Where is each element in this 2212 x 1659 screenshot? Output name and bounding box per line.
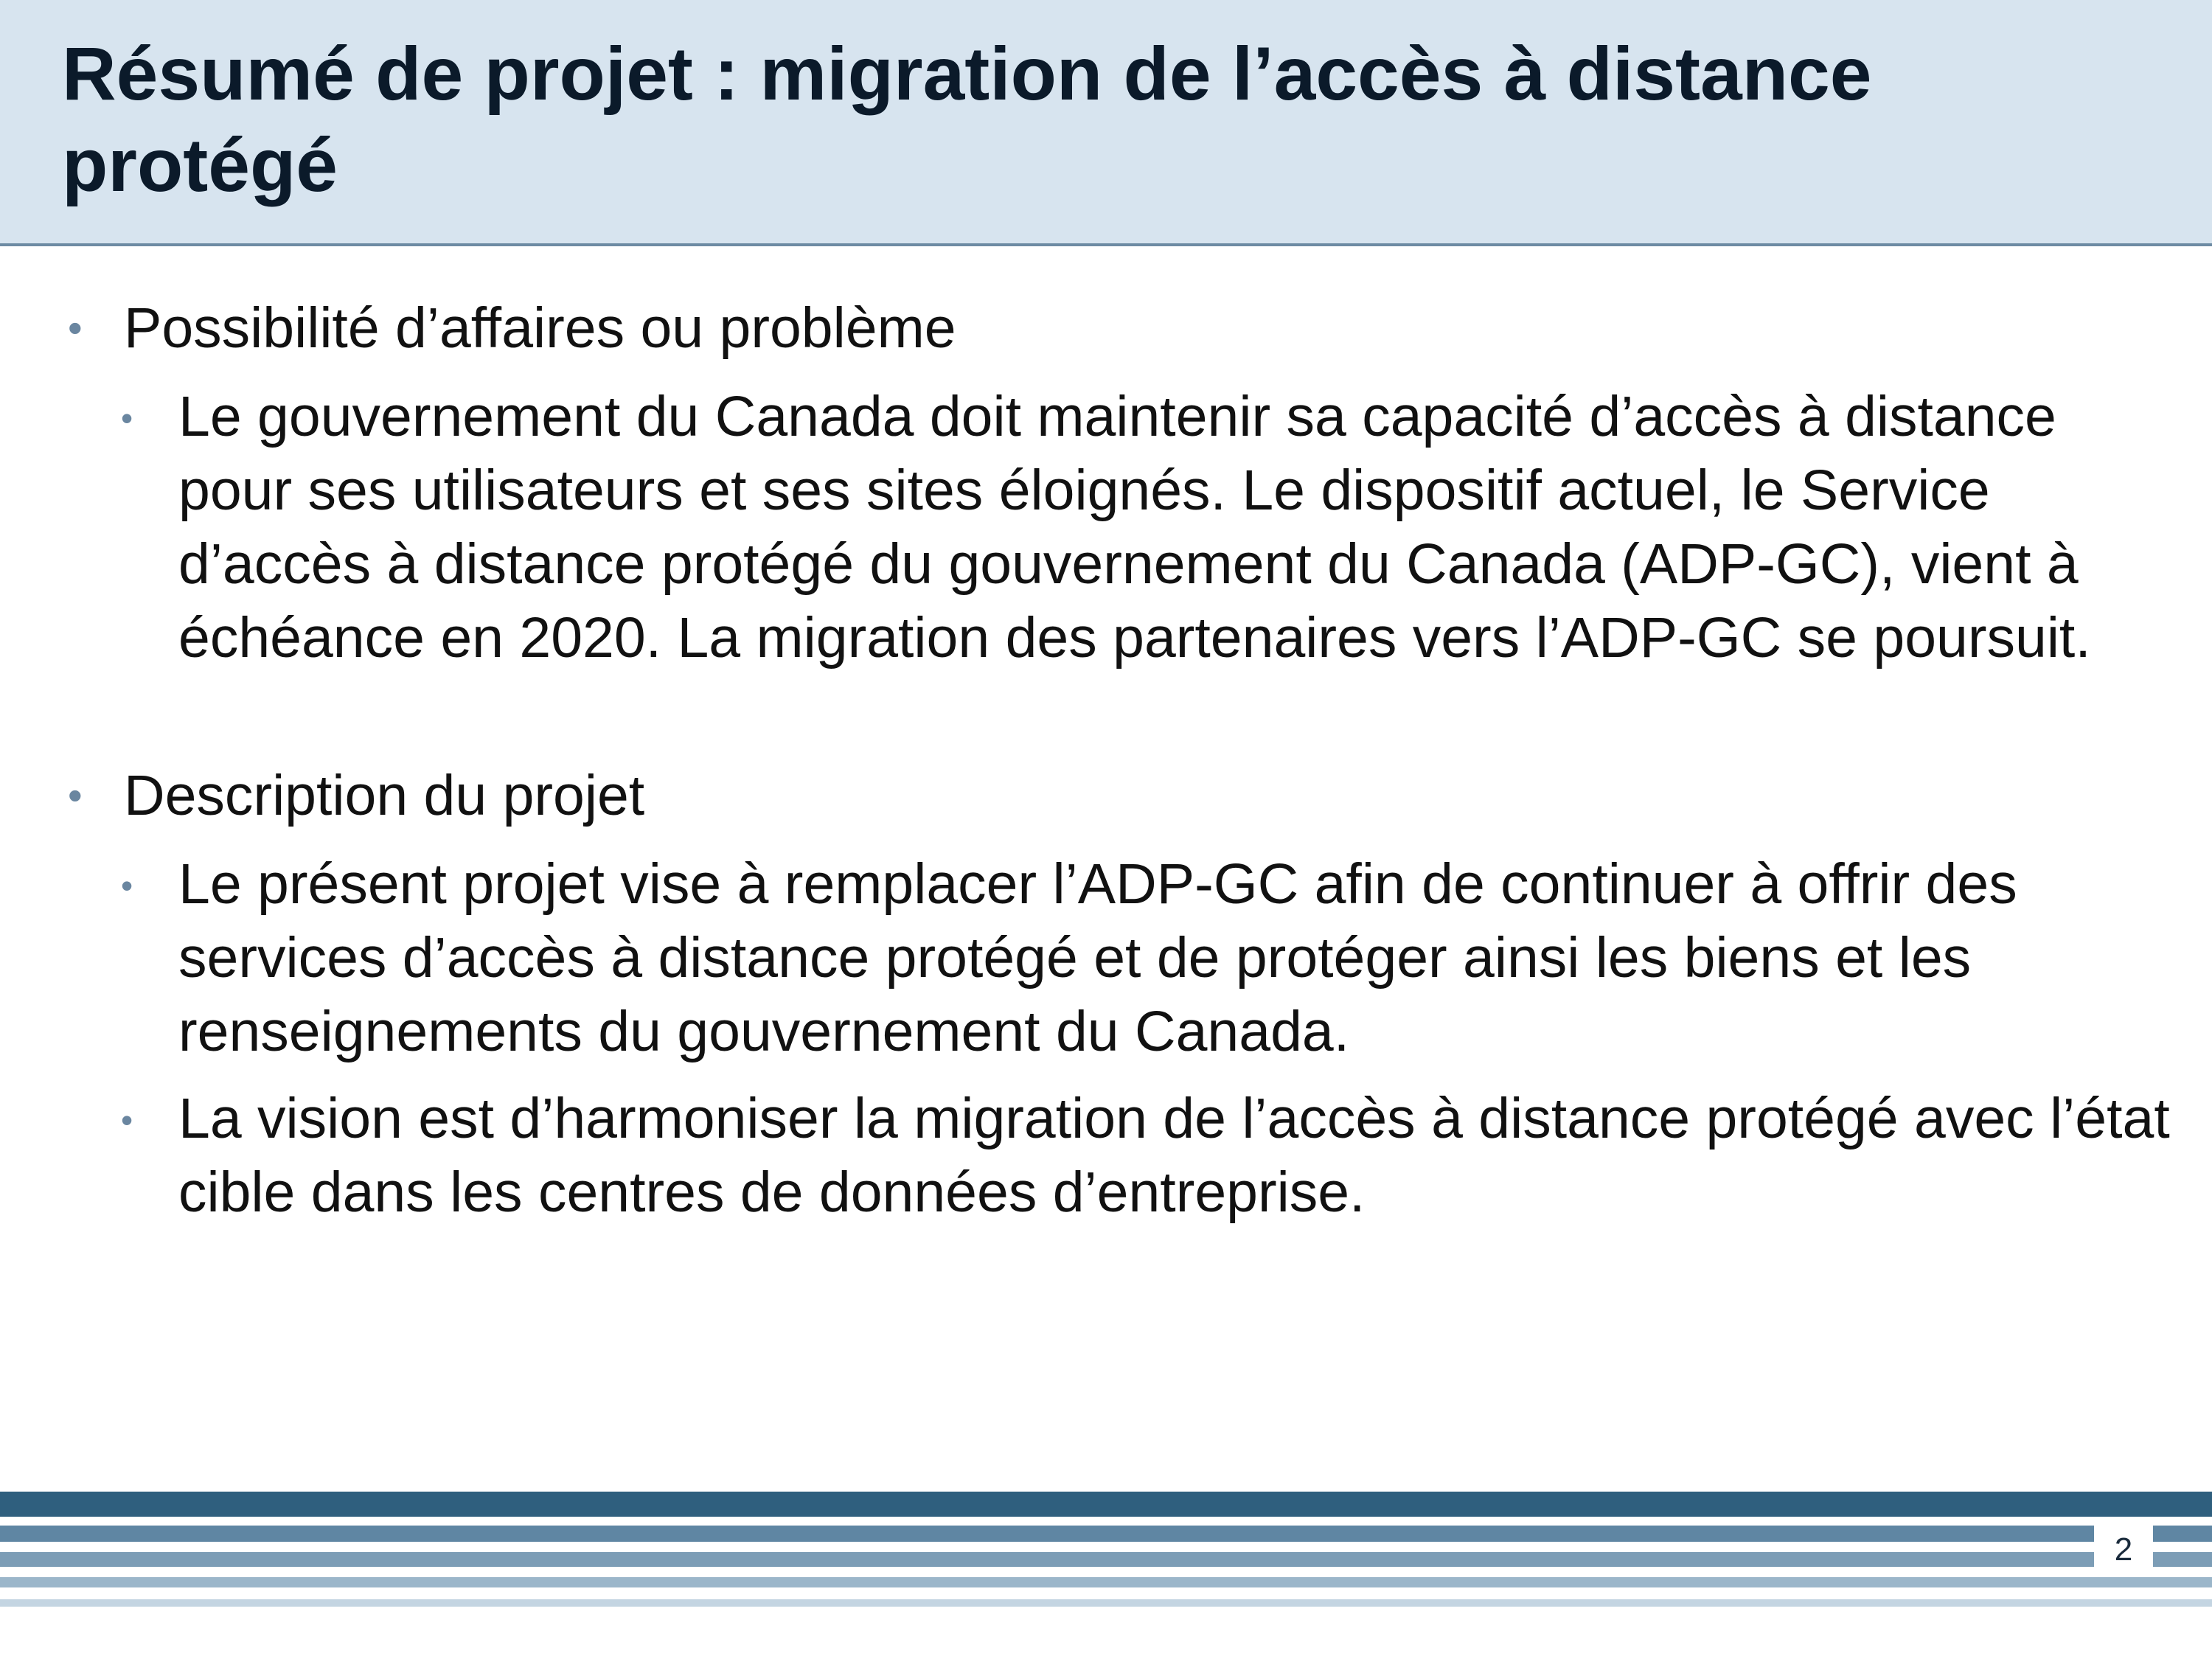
section-heading-text: Possibilité d’affaires ou problème xyxy=(124,296,956,360)
footer-stripe-pale xyxy=(0,1599,2212,1607)
section-heading-text: Description du projet xyxy=(124,764,645,827)
slide-content xyxy=(0,291,2212,1229)
bullet-dot-icon: • xyxy=(68,772,83,818)
slide-title: Résumé de projet : migration de l’accès à distance protégé xyxy=(62,32,1872,207)
title-band xyxy=(0,0,2212,246)
footer-stripe-mid-light xyxy=(0,1552,2212,1567)
list-item-text: Le présent projet vise à remplacer l’ADP-GC afin de continuer à offrir des services d’accès à distance protégé et de protéger ainsi les biens et les renseignements du gouvernement du Canada. xyxy=(178,852,2017,1063)
section-heading-project-description xyxy=(0,759,2212,832)
bullet-dot-icon: • xyxy=(121,399,133,437)
list-item xyxy=(0,1082,2212,1229)
bullet-dot-icon: • xyxy=(121,866,133,905)
page-number: 2 xyxy=(2094,1523,2153,1577)
section-heading-business-opportunity xyxy=(0,291,2212,365)
list-item xyxy=(0,380,2212,675)
list-item xyxy=(0,847,2212,1068)
footer-stripe-dark xyxy=(0,1492,2212,1517)
list-item-text: Le gouvernement du Canada doit maintenir sa capacité d’accès à distance pour ses utilisateurs et ses sites éloignés. Le dispositif actuel, le Service d’accès à distance protégé du gouvernement du Canada (ADP-GC), vient à échéance en 2020. La migration des partenaires vers l’ADP-GC se poursuit. xyxy=(178,385,2091,669)
list-item-text: La vision est d’harmoniser la migration de l’accès à distance protégé avec l’état cible dans les centres de données d’entreprise. xyxy=(178,1087,2170,1224)
footer-stripe-light xyxy=(0,1577,2212,1587)
bullet-dot-icon: • xyxy=(121,1101,133,1139)
footer-stripe-mid xyxy=(0,1526,2212,1542)
bullet-dot-icon: • xyxy=(68,305,83,351)
